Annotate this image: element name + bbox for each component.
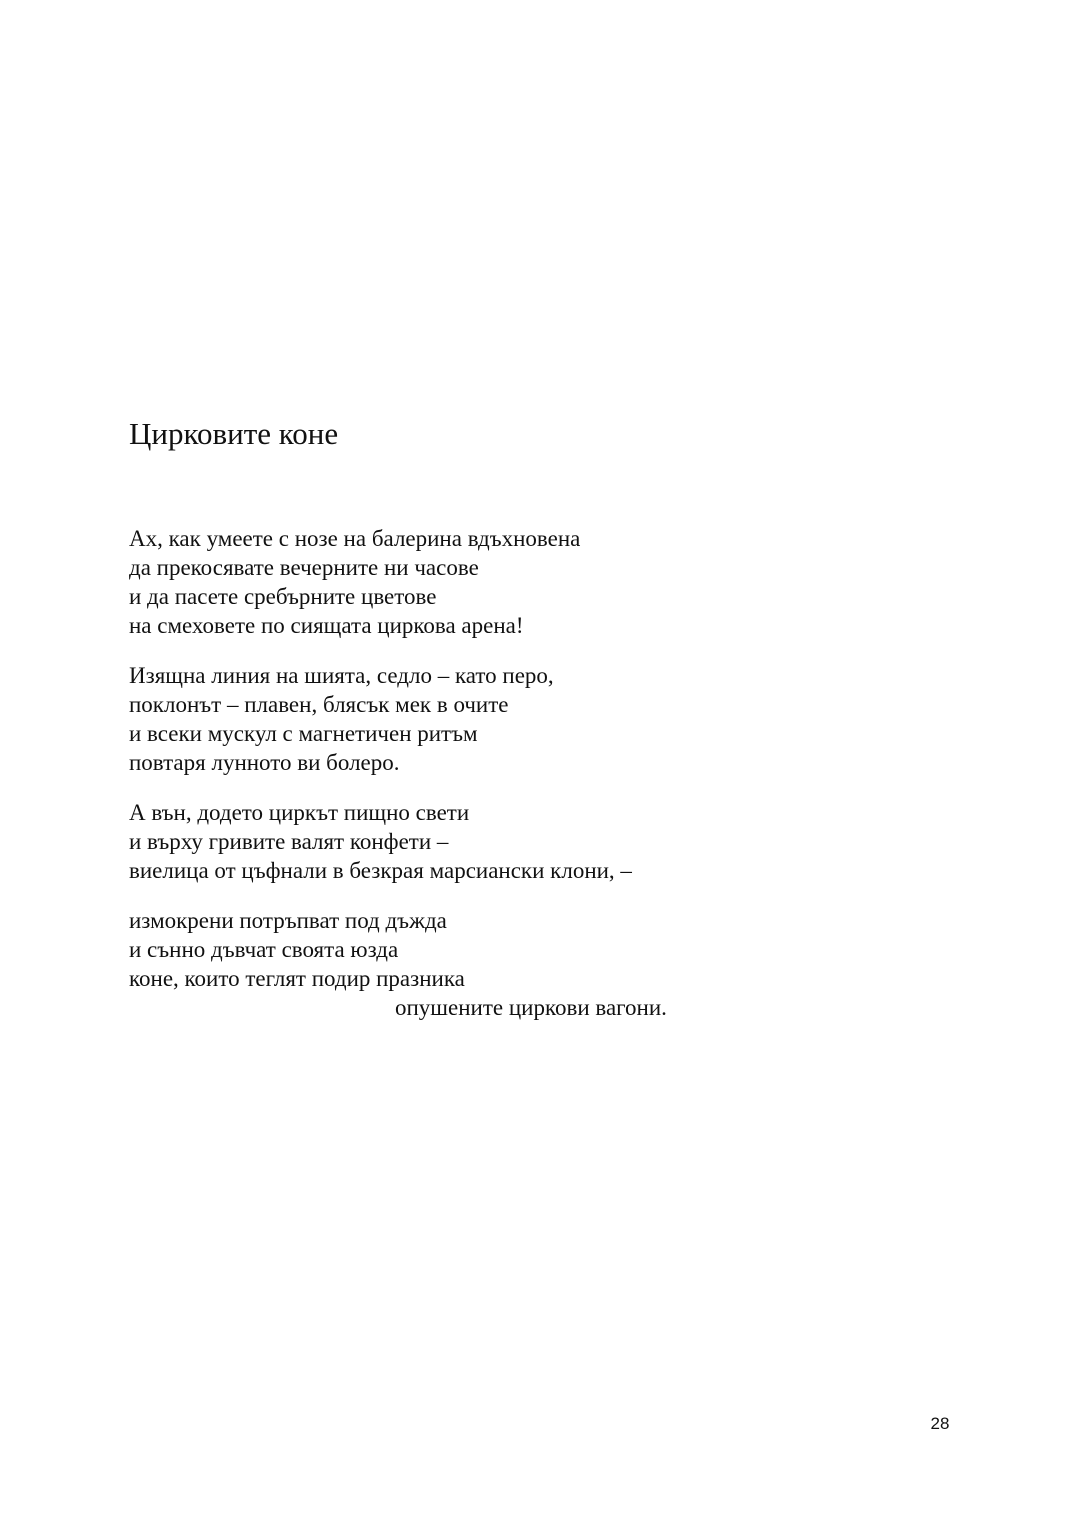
poem-line: на смеховете по сиящата циркова арена!: [129, 613, 524, 638]
poem-line: поклонът – плавен, блясък мек в очите: [129, 692, 509, 717]
poem-line: виелица от цъфнали в безкрая марсиански клони, –: [129, 858, 632, 883]
poem-line: коне, които теглят подир празника: [129, 966, 465, 991]
poem-line: и да пасете сребърните цветове: [129, 584, 437, 609]
poem-line: и сънно дъвчат своята юзда: [129, 937, 399, 962]
poem-line: Изящна линия на шията, седло – като перо,: [129, 663, 554, 688]
poem-line: и върху гривите валят конфети –: [129, 829, 449, 854]
stanza-3: [129, 798, 989, 885]
poem-line: измокрени потръпват под дъжда: [129, 908, 447, 933]
poem-line: А вън, додето циркът пищно свети: [129, 800, 470, 825]
stanza-4: [129, 906, 989, 1022]
poem-line-indented: опушените циркови вагони.: [395, 995, 667, 1020]
poem-line: Ах, как умеете с нозе на балерина вдъхновена: [129, 526, 581, 551]
poem-body: [129, 524, 989, 1043]
poem-title: Цирковите коне: [129, 416, 339, 451]
poem-line: да прекосявате вечерните ни часове: [129, 555, 479, 580]
poem-line: повтаря лунното ви болеро.: [129, 750, 400, 775]
stanza-2: [129, 661, 989, 777]
stanza-1: [129, 524, 989, 640]
page-number: 28: [930, 1414, 950, 1433]
poem-line: и всеки мускул с магнетичен ритъм: [129, 721, 478, 746]
